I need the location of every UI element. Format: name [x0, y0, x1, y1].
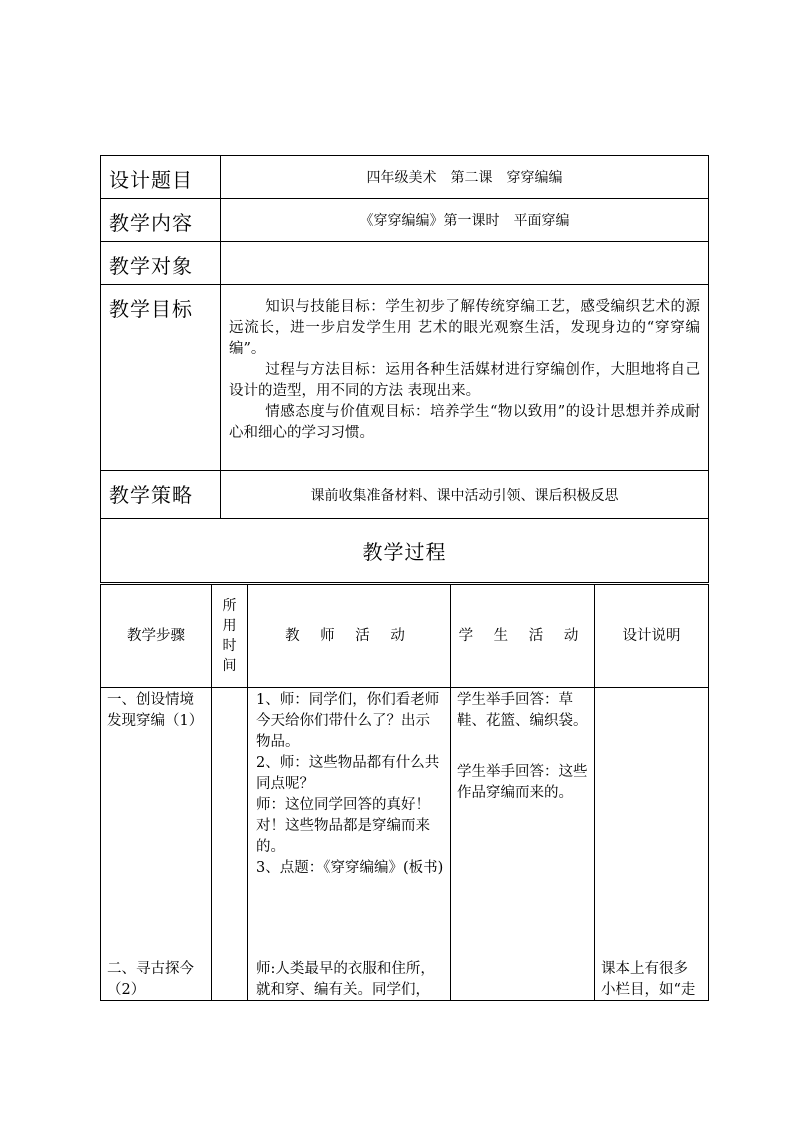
- strategy-row: [101, 471, 709, 519]
- teacher-cell: [248, 688, 451, 1001]
- objective-knowledge: 知识与技能目标：学生初步了解传统穿编工艺，感受编织艺术的源远流长，进一步启发学生用 艺术的眼光观察生活，发现身边的“穿穿编编”。: [229, 299, 700, 357]
- objective-process: 过程与方法目标：运用各种生活媒材进行穿编创作，大胆地将自己设计的造型，用不同的方法 表现出来。: [229, 362, 700, 399]
- audience-label: 教学对象: [101, 242, 221, 285]
- content-value: 《穿穿编编》第一课时 平面穿编: [221, 199, 709, 242]
- objectives-cell: [221, 285, 709, 471]
- strategy-label: 教学策略: [101, 471, 221, 519]
- teacher-activity-2: 师:人类最早的衣服和住所，就和穿、编有关。同学们，: [256, 961, 435, 998]
- process-table: [100, 584, 709, 1001]
- header-time-text: 所用时间: [222, 598, 237, 674]
- header-student: 学 生 活 动: [451, 585, 595, 688]
- design-topic-label: 设计题目: [101, 156, 221, 199]
- strategy-value: 课前收集准备材料、课中活动引领、课后积极反思: [221, 471, 709, 519]
- time-cell: [212, 688, 248, 1001]
- audience-row: [101, 242, 709, 285]
- student-cell: [451, 688, 595, 1001]
- header-step: 教学步骤: [101, 585, 212, 688]
- objectives-label: 教学目标: [101, 285, 221, 471]
- notes-cell: [595, 688, 709, 1001]
- step-2: 二、寻古探今（2）: [107, 961, 194, 998]
- lesson-info-table: [100, 155, 709, 583]
- step-cell: [101, 688, 212, 1001]
- header-teacher: 教 师 活 动: [248, 585, 451, 688]
- objectives-row: [101, 285, 709, 471]
- student-activity-1: 学生举手回答：草鞋、花篮、编织袋。: [457, 692, 588, 729]
- student-activity-2: 学生举手回答：这些作品穿编而来的。: [457, 764, 588, 801]
- process-header-row: [101, 585, 709, 688]
- notes-1: 课本上有很多小栏目，如“走: [601, 961, 696, 998]
- header-time: [212, 585, 248, 688]
- process-title: 教学过程: [101, 519, 709, 583]
- header-notes: 设计说明: [595, 585, 709, 688]
- process-title-row: [101, 519, 709, 583]
- objective-attitude: 情感态度与价值观目标：培养学生“物以致用”的设计思想并养成耐心和细心的学习习惯。: [229, 404, 700, 441]
- content-label: 教学内容: [101, 199, 221, 242]
- content-row: [101, 199, 709, 242]
- design-topic-value: 四年级美术 第二课 穿穿编编: [221, 156, 709, 199]
- design-topic-row: [101, 156, 709, 199]
- step-1: 一、创设情境发现穿编（1）: [107, 692, 204, 729]
- audience-value: [221, 242, 709, 285]
- process-step-row: [101, 688, 709, 1001]
- teacher-activity-1: 1、师：同学们，你们看老师今天给你们带什么了？出示物品。 2、师：这些物品都有什么共同点呢？ 师：这位同学回答的真好！对！这些物品都是穿编而来的。 3、点题：《穿穿编编》(板书): [256, 692, 444, 876]
